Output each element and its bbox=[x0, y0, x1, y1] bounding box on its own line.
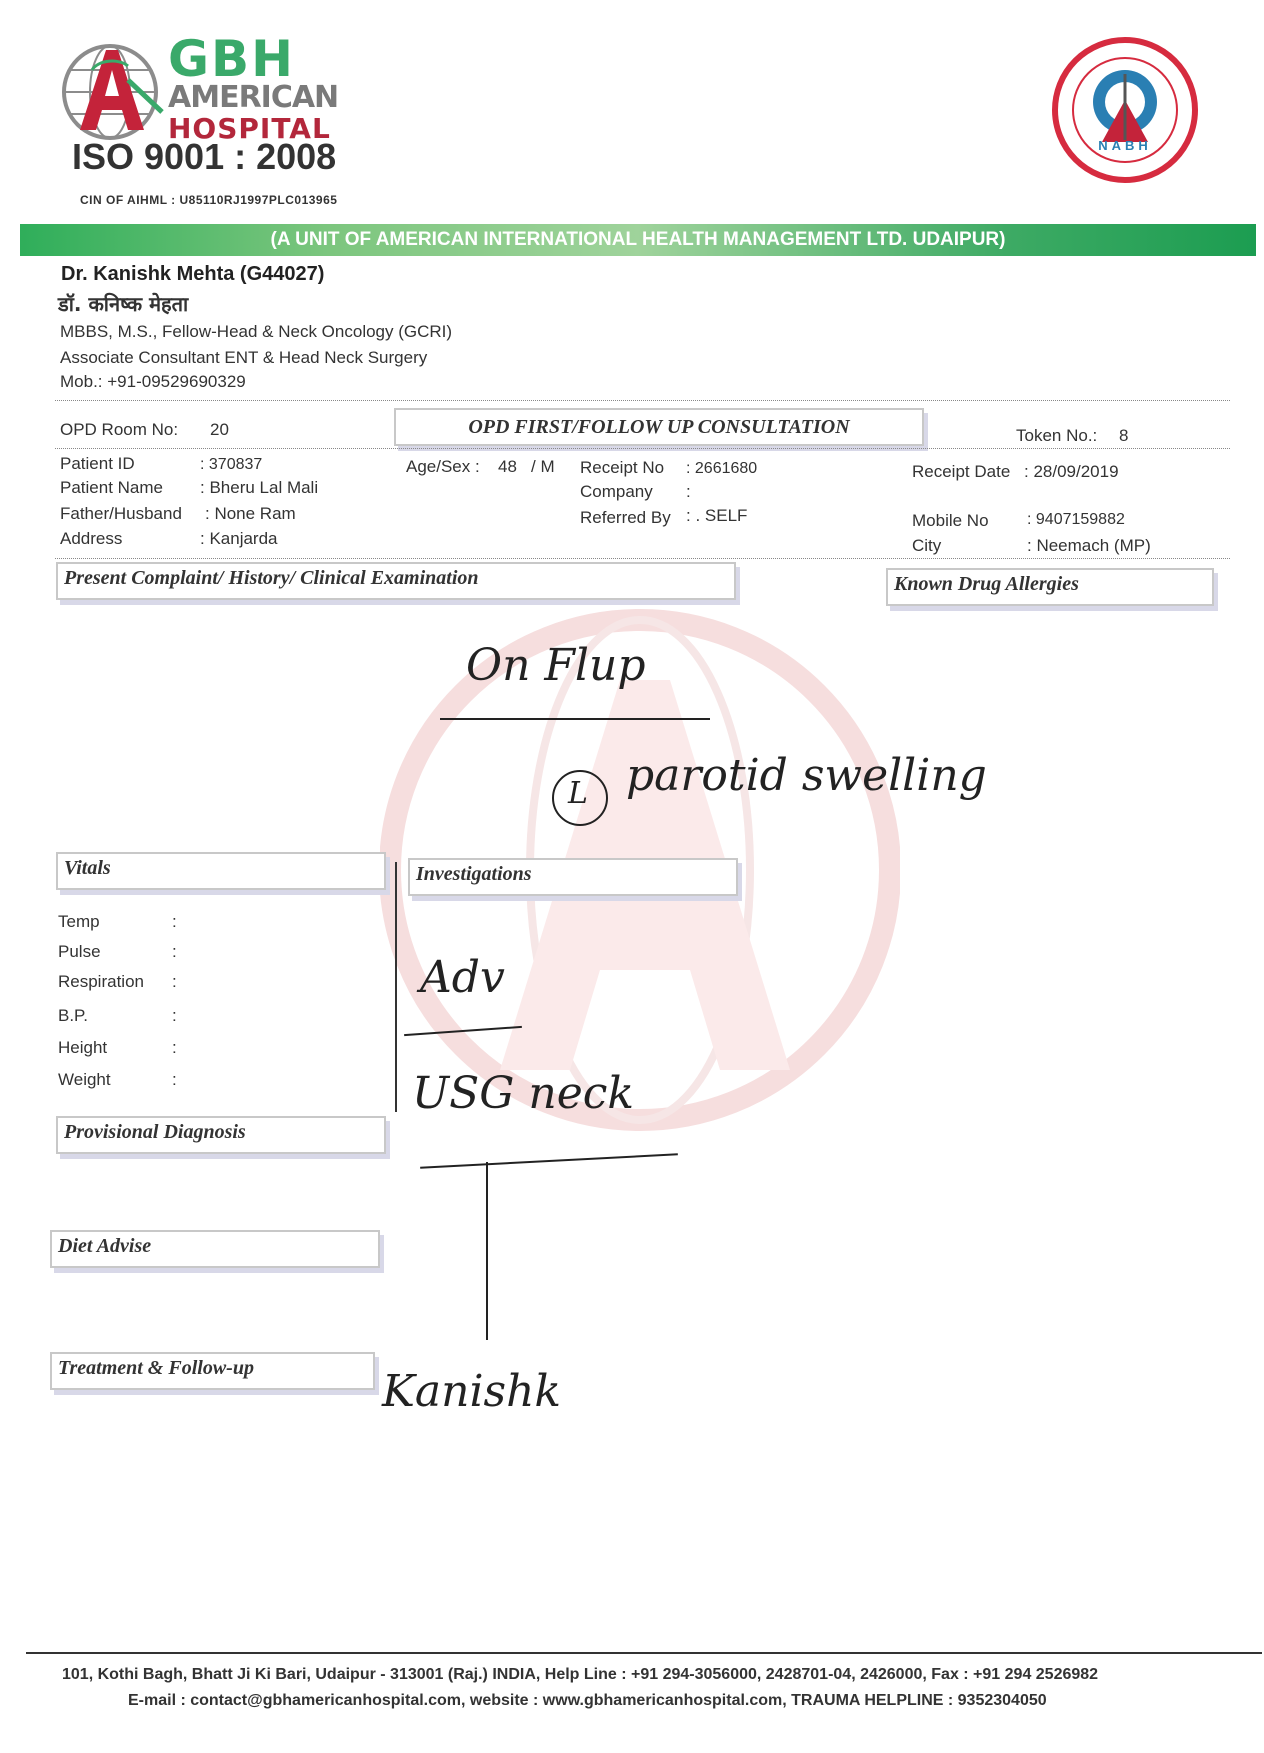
unit-band bbox=[20, 224, 1256, 256]
unit-band-text: (A UNIT OF AMERICAN INTERNATIONAL HEALTH MANAGEMENT LTD. UDAIPUR) bbox=[270, 229, 1006, 250]
patient-name-label: Patient Name bbox=[60, 478, 163, 497]
divider bbox=[55, 448, 1230, 449]
age-value: 48 bbox=[498, 457, 517, 476]
section-treatment-followup: Treatment & Follow-up bbox=[50, 1352, 375, 1390]
doctor-signature: Kanishk bbox=[382, 1366, 562, 1417]
receipt-date-label: Receipt Date bbox=[912, 462, 1011, 481]
vital-value: : bbox=[172, 912, 177, 931]
mobile-value: : 9407159882 bbox=[1027, 511, 1125, 528]
circled-letter: L bbox=[568, 776, 588, 811]
vital-value: : bbox=[172, 972, 177, 991]
vital-label: Pulse bbox=[58, 942, 101, 961]
doctor-qualification: MBBS, M.S., Fellow-Head & Neck Oncology (GCRI) bbox=[60, 322, 453, 341]
nabh-badge bbox=[1050, 30, 1200, 190]
opd-room-label: OPD Room No: bbox=[60, 420, 179, 439]
father-label: Father/Husband bbox=[60, 504, 182, 523]
logo-brand: GBH bbox=[168, 30, 295, 88]
vital-value: : bbox=[172, 1006, 177, 1025]
receipt-date-value: : 28/09/2019 bbox=[1024, 462, 1119, 481]
mobile-label: Mobile No bbox=[912, 511, 989, 530]
handwriting-usg: USG neck bbox=[412, 1068, 635, 1119]
arrow-line bbox=[486, 1162, 488, 1340]
age-sex-label: Age/Sex : bbox=[406, 457, 480, 476]
token-value: 8 bbox=[1119, 426, 1129, 445]
doctor-designation: Associate Consultant ENT & Head Neck Surgery bbox=[60, 348, 428, 367]
handwriting-adv: Adv bbox=[420, 952, 505, 1003]
vital-row bbox=[58, 1038, 198, 1066]
sex-value: / M bbox=[531, 457, 555, 476]
city-label: City bbox=[912, 536, 942, 555]
address-label: Address bbox=[60, 529, 123, 548]
vital-label: Temp bbox=[58, 912, 100, 931]
section-investigations: Investigations bbox=[408, 858, 738, 896]
patient-id-label: Patient ID bbox=[60, 454, 135, 473]
vital-row bbox=[58, 942, 198, 970]
footer-contact: E-mail : contact@gbhamericanhospital.com, website : www.gbhamericanhospital.com, TRAUMA HELPLINE : 9352304050 bbox=[128, 1692, 1047, 1709]
logo-hospital: HOSPITAL bbox=[168, 112, 331, 145]
doctor-name: Dr. Kanishk Mehta (G44027) bbox=[61, 263, 325, 285]
city-value: : Neemach (MP) bbox=[1027, 536, 1151, 555]
father-value: : None Ram bbox=[205, 504, 296, 523]
section-vitals: Vitals bbox=[56, 852, 386, 890]
section-provisional-diagnosis: Provisional Diagnosis bbox=[56, 1116, 386, 1154]
section-drug-allergies: Known Drug Allergies bbox=[886, 568, 1214, 606]
doctor-name-hindi: डॉ. कनिष्क मेहता bbox=[58, 292, 189, 316]
handwriting-line1: On Flup bbox=[466, 640, 646, 691]
vital-label: Height bbox=[58, 1038, 108, 1057]
footer-address: 101, Kothi Bagh, Bhatt Ji Ki Bari, Udaipur - 313001 (Raj.) INDIA, Help Line : +91 294-3056000, 2428701-04, 2426000, Fax : +91 294 2526982 bbox=[62, 1666, 1099, 1683]
section-diet-advise: Diet Advise bbox=[50, 1230, 380, 1268]
underline bbox=[420, 1153, 678, 1169]
hospital-logo bbox=[58, 30, 388, 210]
consultation-title: OPD FIRST/FOLLOW UP CONSULTATION bbox=[394, 408, 924, 446]
vital-value: : bbox=[172, 1038, 177, 1057]
vital-label: Weight bbox=[58, 1070, 111, 1089]
token-label: Token No.: bbox=[1016, 426, 1098, 445]
patient-name-value: : Bheru Lal Mali bbox=[200, 478, 319, 497]
vital-value: : bbox=[172, 942, 177, 961]
vital-row bbox=[58, 1006, 198, 1034]
vital-row bbox=[58, 1070, 198, 1098]
nabh-label: NABH bbox=[1098, 138, 1152, 153]
vital-row bbox=[58, 912, 198, 940]
section-complaint: Present Complaint/ History/ Clinical Examination bbox=[56, 562, 736, 600]
company-label: Company bbox=[580, 482, 653, 501]
vital-value: : bbox=[172, 1070, 177, 1089]
logo-american: AMERICAN bbox=[168, 80, 339, 115]
column-divider bbox=[395, 862, 397, 1112]
vital-row bbox=[58, 972, 198, 1000]
doctor-mobile: Mob.: +91-09529690329 bbox=[60, 372, 246, 391]
address-value: : Kanjarda bbox=[200, 529, 278, 548]
divider bbox=[55, 400, 1230, 401]
iso-certification: ISO 9001 : 2008 bbox=[72, 136, 337, 177]
vital-label: Respiration bbox=[58, 972, 144, 991]
referred-by-value: : . SELF bbox=[686, 506, 748, 525]
opd-room-value: 20 bbox=[210, 420, 229, 439]
handwriting-line2: parotid swelling bbox=[626, 750, 987, 801]
divider bbox=[55, 558, 1230, 559]
company-value: : bbox=[686, 482, 691, 501]
nabh-seal-icon bbox=[1050, 30, 1200, 190]
footer-rule bbox=[26, 1652, 1262, 1654]
receipt-no-value: : 2661680 bbox=[686, 460, 758, 477]
cin-number: CIN OF AIHML : U85110RJ1997PLC013965 bbox=[80, 193, 338, 207]
patient-id-value: : 370837 bbox=[200, 456, 263, 473]
receipt-no-label: Receipt No bbox=[580, 458, 665, 477]
underline bbox=[440, 718, 710, 720]
referred-by-label: Referred By bbox=[580, 508, 671, 527]
vital-label: B.P. bbox=[58, 1006, 88, 1025]
